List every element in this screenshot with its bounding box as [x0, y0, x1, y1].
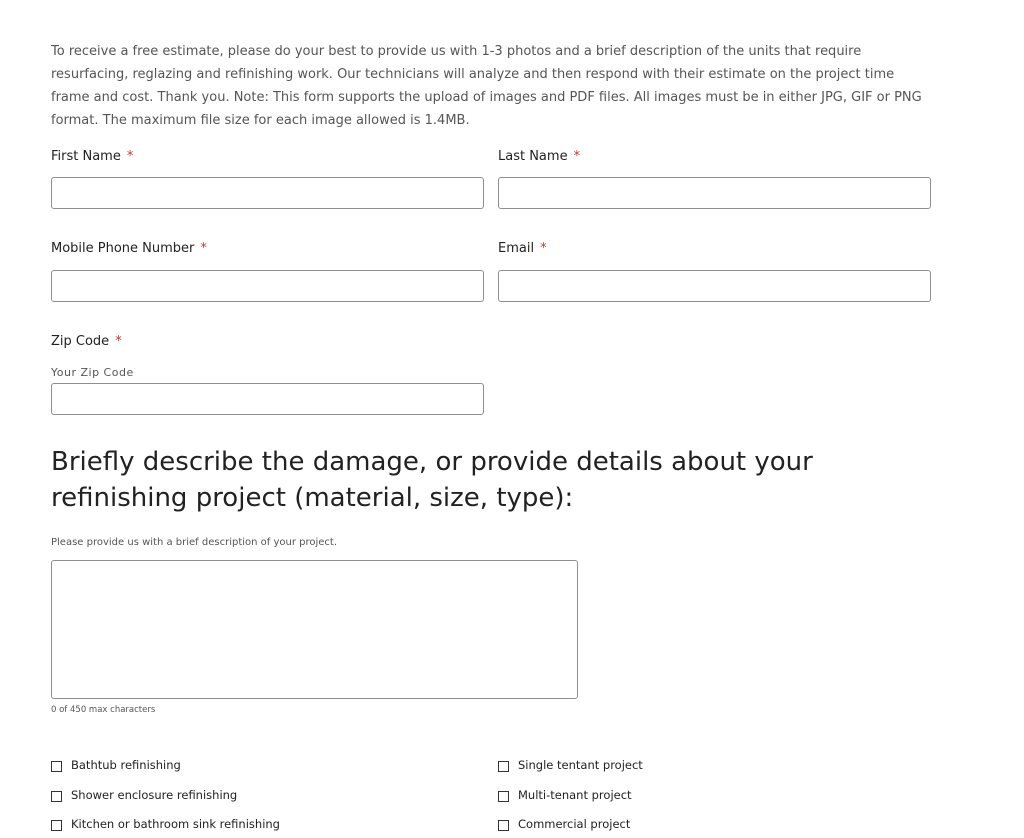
zip-code-sublabel: Your Zip Code — [51, 366, 134, 379]
checkbox-label: Multi-tenant project — [518, 787, 632, 802]
description-hint: Please provide us with a brief description of your project. — [51, 537, 338, 548]
checkbox-single-tenant-project[interactable] — [498, 757, 643, 772]
checkbox-commercial-project[interactable] — [498, 816, 630, 831]
checkbox-sink-refinishing[interactable] — [51, 816, 280, 831]
required-marker: * — [115, 334, 122, 349]
last-name-label — [498, 149, 580, 164]
zip-code-label — [51, 334, 122, 349]
description-heading: Briefly describe the damage, or provide details about your refinishing project (material, size, type): — [51, 447, 813, 513]
last-name-label-text: Last Name — [498, 149, 568, 164]
mobile-phone-label-text: Mobile Phone Number — [51, 241, 195, 256]
checkbox-box[interactable] — [51, 791, 62, 802]
checkbox-label: Commercial project — [518, 816, 631, 831]
email-label-text: Email — [498, 241, 535, 256]
checkbox-box[interactable] — [498, 791, 509, 802]
intro-text: To receive a free estimate, please do your best to provide us with 1-3 photos and a brief description of the units that require resurfacing, reglazing and refinishing work. Our technicians will analyze and then respond with their estimate on the project time frame and cost. Thank you. Note: This form supports the upload of images and PDF files. All images must be in either JPG, GIF or PNG format. The maximum file size for each image allowed is 1.4MB. — [51, 44, 922, 128]
zip-code-label-text: Zip Code — [51, 334, 110, 349]
checkbox-box[interactable] — [51, 820, 62, 831]
character-counter: 0 of 450 max characters — [51, 705, 156, 715]
mobile-phone-input[interactable] — [51, 270, 484, 302]
mobile-phone-label — [51, 241, 207, 256]
checkbox-multi-tenant-project[interactable] — [498, 787, 632, 802]
checkbox-box[interactable] — [498, 820, 509, 831]
checkbox-label: Bathtub refinishing — [71, 757, 181, 772]
first-name-label — [51, 149, 133, 164]
first-name-input[interactable] — [51, 177, 484, 209]
description-textarea[interactable] — [51, 560, 578, 699]
required-marker: * — [200, 241, 207, 256]
checkbox-box[interactable] — [498, 761, 509, 772]
email-label — [498, 241, 547, 256]
checkbox-shower-enclosure-refinishing[interactable] — [51, 787, 237, 802]
last-name-input[interactable] — [498, 177, 931, 209]
email-input[interactable] — [498, 270, 931, 302]
required-marker: * — [540, 241, 547, 256]
zip-code-input[interactable] — [51, 383, 484, 415]
checkbox-label: Kitchen or bathroom sink refinishing — [71, 816, 280, 831]
required-marker: * — [573, 149, 581, 164]
checkbox-label: Single tentant project — [518, 757, 643, 772]
first-name-label-text: First Name — [51, 149, 121, 164]
checkbox-label: Shower enclosure refinishing — [71, 787, 238, 802]
required-marker: * — [126, 149, 134, 164]
checkbox-box[interactable] — [51, 761, 62, 772]
checkbox-bathtub-refinishing[interactable] — [51, 757, 181, 772]
